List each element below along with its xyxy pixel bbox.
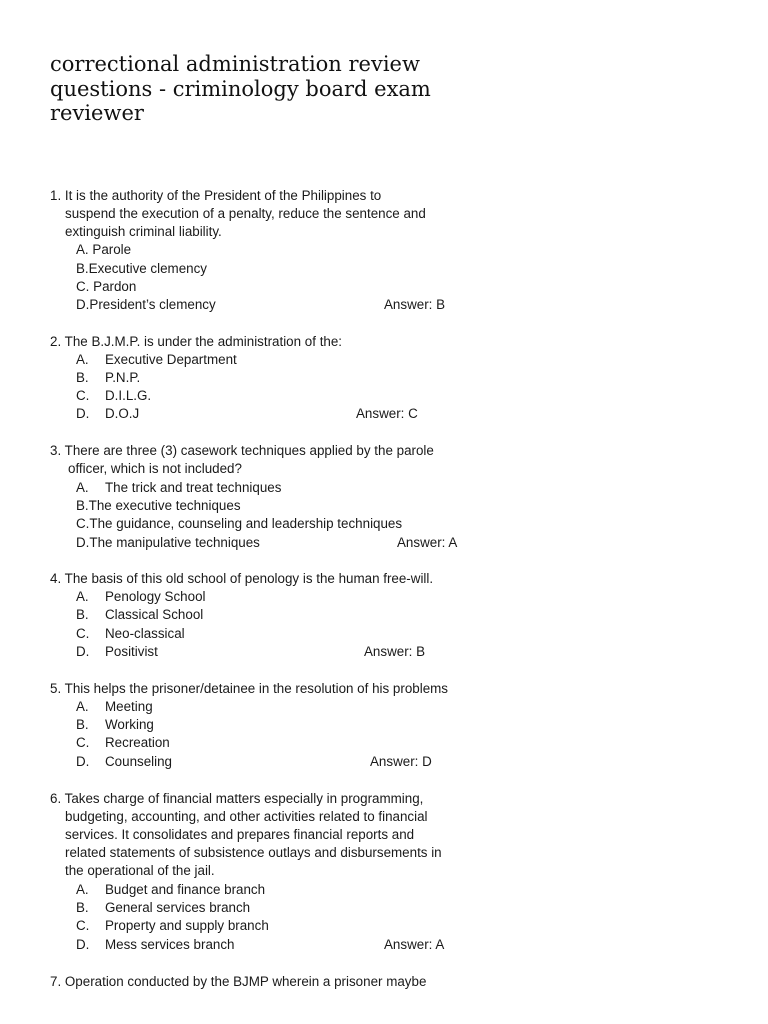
- answer-option: [76, 497, 241, 515]
- question-text-line: officer, which is not included?: [68, 461, 242, 476]
- answer-option: [76, 479, 281, 497]
- option-text: Positivist: [105, 644, 158, 659]
- answer-option: [76, 260, 207, 278]
- question-text-line: 7. Operation conducted by the BJMP wherein a prisoner maybe: [50, 974, 427, 989]
- answer-option: [76, 515, 402, 533]
- answer-option: [76, 534, 260, 552]
- answer-option: [76, 405, 139, 423]
- option-letter: D.: [76, 535, 90, 550]
- option-text: The manipulative techniques: [89, 535, 260, 550]
- option-text: Penology School: [105, 589, 206, 604]
- answer-key: Answer: B: [384, 297, 446, 312]
- option-text: Classical School: [105, 607, 204, 622]
- answer-key: Answer: A: [397, 535, 458, 550]
- document-title-line: reviewer: [50, 101, 144, 125]
- option-text: D.O.J: [105, 406, 140, 421]
- answer-key: Answer: C: [356, 406, 418, 421]
- answer-option: [76, 369, 140, 387]
- answer-option: [76, 716, 154, 734]
- option-text: President’s clemency: [89, 297, 216, 312]
- question-text-line: related statements of subsistence outlays and disbursements in: [65, 845, 442, 860]
- option-text: Counseling: [105, 754, 172, 769]
- question-text-line: 1. It is the authority of the President of the Philippines to: [50, 188, 382, 203]
- question-text-line: the operational of the jail.: [65, 863, 215, 878]
- option-text: The guidance, counseling and leadership techniques: [89, 516, 403, 531]
- option-text: P.N.P.: [105, 370, 141, 385]
- option-letter: A.: [76, 699, 89, 714]
- option-text: D.I.L.G.: [105, 388, 152, 403]
- option-text: The executive techniques: [88, 498, 241, 513]
- option-text: Pardon: [93, 279, 137, 294]
- document-title: [50, 52, 520, 126]
- option-text: Executive Department: [105, 352, 237, 367]
- answer-option: [76, 881, 265, 899]
- option-text: Working: [105, 717, 154, 732]
- answer-option: [76, 734, 170, 752]
- option-letter: C.: [76, 516, 90, 531]
- option-letter: C.: [76, 626, 90, 641]
- option-letter: C.: [76, 388, 90, 403]
- option-text: Budget and finance branch: [105, 882, 266, 897]
- option-letter: B.: [76, 370, 89, 385]
- option-letter: A.: [76, 882, 89, 897]
- option-text: Property and supply branch: [105, 918, 269, 933]
- option-text: Recreation: [105, 735, 170, 750]
- answer-option: [76, 241, 131, 259]
- option-letter: D.: [76, 406, 90, 421]
- question-text-line: extinguish criminal liability.: [65, 224, 222, 239]
- question-text-line: suspend the execution of a penalty, reduce the sentence and: [65, 206, 426, 221]
- option-text: The trick and treat techniques: [105, 480, 282, 495]
- answer-option: [76, 899, 250, 917]
- option-text: Parole: [92, 242, 132, 257]
- option-letter: B.: [76, 607, 89, 622]
- answer-option: [76, 698, 153, 716]
- question-text-line: 5. This helps the prisoner/detainee in the resolution of his problems: [50, 681, 448, 696]
- answer-option: [76, 917, 269, 935]
- option-letter: D.: [76, 644, 90, 659]
- option-letter: D.: [76, 937, 90, 952]
- question-text-line: 6. Takes charge of financial matters especially in programming,: [50, 791, 424, 806]
- option-text: General services branch: [105, 900, 251, 915]
- answer-key: Answer: A: [384, 937, 445, 952]
- option-text: Meeting: [105, 699, 153, 714]
- option-text: Mess services branch: [105, 937, 235, 952]
- option-letter: B.: [76, 717, 89, 732]
- answer-option: [76, 625, 185, 643]
- option-letter: C.: [76, 918, 90, 933]
- document-title-line: correctional administration review: [50, 52, 420, 76]
- question-text-line: 3. There are three (3) casework techniques applied by the parole: [50, 443, 434, 458]
- option-text: Neo-classical: [105, 626, 185, 641]
- answer-option: [76, 643, 158, 661]
- question-text-line: budgeting, accounting, and other activities related to financial: [65, 809, 428, 824]
- option-letter: D.: [76, 754, 90, 769]
- option-letter: A.: [76, 480, 89, 495]
- answer-key: Answer: B: [364, 644, 426, 659]
- answer-option: [76, 753, 172, 771]
- option-letter: C.: [76, 279, 90, 294]
- option-letter: D.: [76, 297, 90, 312]
- answer-option: [76, 387, 151, 405]
- option-letter: B.: [76, 498, 89, 513]
- question-text-line: 2. The B.J.M.P. is under the administration of the:: [50, 334, 343, 349]
- answer-key: Answer: D: [370, 754, 432, 769]
- answer-option: [76, 351, 237, 369]
- question-text-line: services. It consolidates and prepares financial reports and: [65, 827, 415, 842]
- option-letter: B.: [76, 900, 89, 915]
- question-text-line: 4. The basis of this old school of penology is the human free-will.: [50, 571, 434, 586]
- option-letter: C.: [76, 735, 90, 750]
- answer-option: [76, 588, 206, 606]
- answer-option: [76, 278, 136, 296]
- answer-option: [76, 296, 216, 314]
- option-letter: A.: [76, 352, 89, 367]
- answer-option: [76, 936, 235, 954]
- answer-option: [76, 606, 203, 624]
- option-letter: A.: [76, 589, 89, 604]
- document-title-line: questions - criminology board exam: [50, 76, 431, 101]
- option-text: Executive clemency: [88, 261, 207, 276]
- option-letter: A.: [76, 242, 89, 257]
- option-letter: B.: [76, 261, 89, 276]
